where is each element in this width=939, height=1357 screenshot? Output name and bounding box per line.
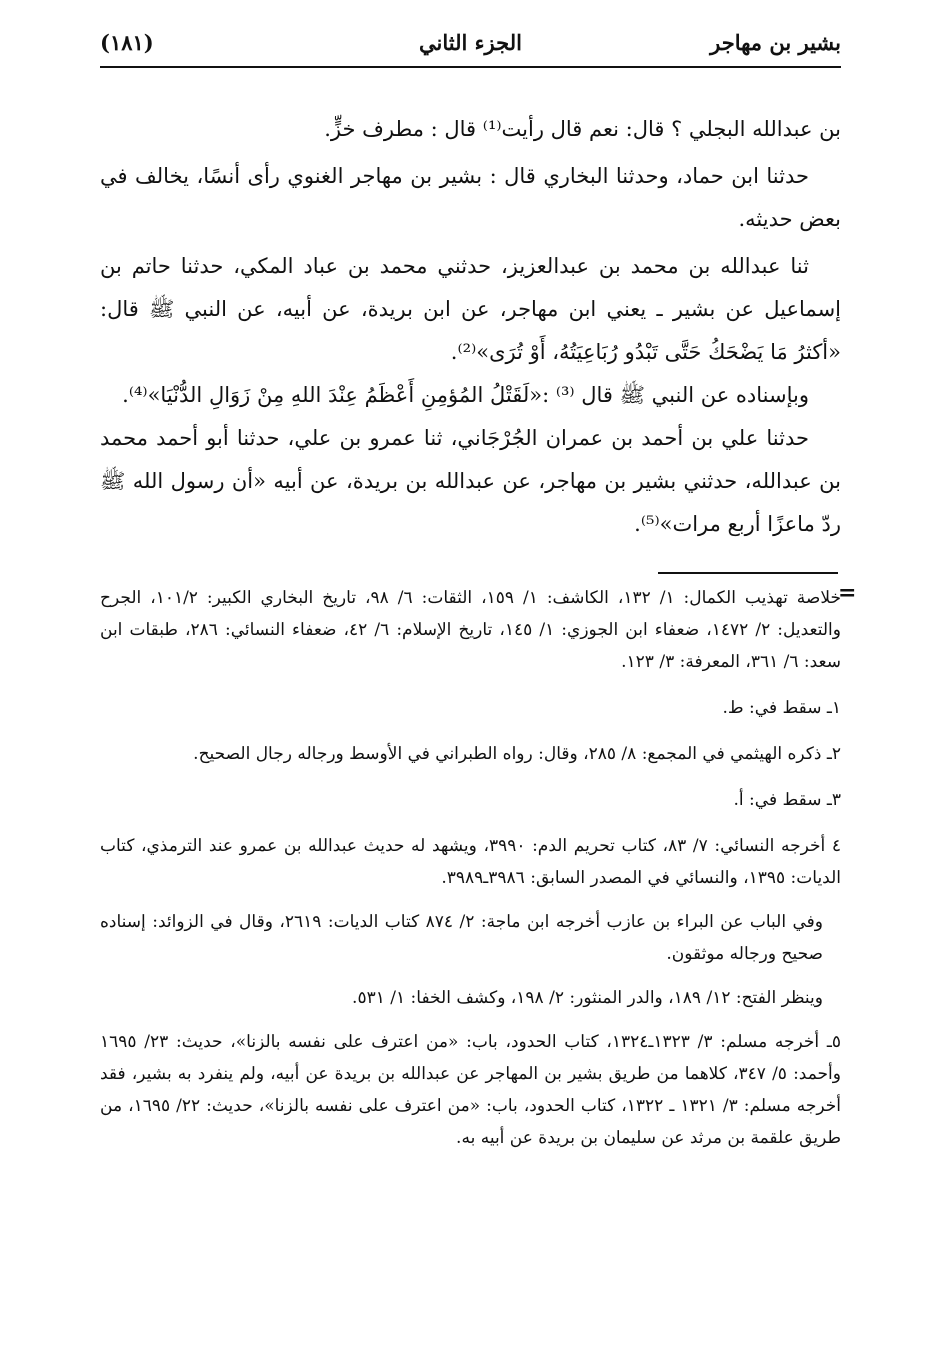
paragraph: حدثنا ابن حماد، وحدثنا البخاري قال : بشير بن مهاجر الغنوي رأى أنسًا، يخالف في بعض حديثه. bbox=[100, 164, 841, 231]
paragraph: وبإسناده عن النبي ﷺ قال ⁽³⁾ :«لَقَتْلُ المُؤمِنِ أَعْظَمُ عِنْدَ اللهِ مِنْ زَوَالِ الدُّنْيَا»⁽⁴⁾. bbox=[122, 383, 809, 407]
footnote: وينظر الفتح: ١٢/ ١٨٩، والدر المنثور: ٢/ ١٩٨، وكشف الخفا: ١/ ٥٣١. bbox=[352, 988, 823, 1008]
paragraph: حدثنا علي بن أحمد بن عمران الجُرْجَاني، ثنا عمرو بن علي، حدثنا أبو أحمد محمد بن عبدالله، حدثني بشير بن مهاجر، عن عبدالله بن بريدة، عن أبيه «أن رسول الله ﷺ ردّ ماعزًا أربع مرات»⁽⁵⁾. bbox=[100, 426, 842, 536]
paragraph: ثنا عبدالله بن محمد بن عبدالعزيز، حدثني محمد بن عباد المكي، حدثنا حاتم بن إسماعيل عن بشير ـ يعني ابن مهاجر، عن ابن بريدة، عن أبيه، عن النبي ﷺ قال: «أكثرُ مَا يَضْحَكُ حَتَّى تَبْدُو رُبَاعِيَتُهُ، أَوْ تُرَى»⁽²⁾. bbox=[100, 254, 841, 364]
footnote: ٤ أخرجه النسائي: ٧/ ٨٣، كتاب تحريم الدم: ٣٩٩٠، ويشهد له حديث عبدالله بن عمرو عند الترمذي، كتاب الديات: ١٣٩٥، والنسائي في المصدر السابق: ٣٩٨٦ـ٣٩٨٩. bbox=[100, 836, 842, 888]
footnote-divider bbox=[658, 572, 838, 574]
footnote: ٣ـ سقط في: أ. bbox=[733, 790, 841, 810]
footnote: ١ـ سقط في: ط. bbox=[722, 698, 841, 718]
footnote: ٢ـ ذكره الهيثمي في المجمع: ٨/ ٢٨٥، وقال: رواه الطبراني في الأوسط ورجاله رجال الصحيح. bbox=[193, 744, 841, 764]
footnote: ٥ـ أخرجه مسلم: ٣/ ١٣٢٣ـ١٣٢٤، كتاب الحدود، باب: «من اعترف على نفسه بالزنا»، حديث: ٢٣/ ١٦٩٥ وأحمد: ٥/ ٣٤٧، كلاهما من طريق بشير بن المهاجر عن عبدالله بن بريدة عن أبيه، ولم ينفرد به بشير، فقد أخرجه مسلم: ٣/ ١٣٢١ ـ ١٣٢٢، كتاب الحدود، باب: «من اعترف على نفسه بالزنا»، حديث: ٢٢/ ١٦٩٥، من طريق علقمة بن مرثد عن سليمان بن بريدة عن أبيه به. bbox=[100, 1032, 841, 1148]
footnotes bbox=[100, 582, 841, 1154]
paragraph: بن عبدالله البجلي ؟ قال: نعم قال رأيت⁽¹⁾ قال : مطرف خزٍّ. bbox=[324, 117, 841, 141]
page-number: (١٨١) bbox=[100, 30, 154, 55]
main-text bbox=[100, 108, 841, 546]
running-title: بشير بن مهاجر bbox=[710, 30, 841, 55]
footnote: وفي الباب عن البراء بن عازب أخرجه ابن ماجة: ٢/ ٨٧٤ كتاب الديات: ٢٦١٩، وقال في الزوائد: إسناده صحيح ورجاله موثقون. bbox=[100, 912, 824, 964]
continuation-marker: = bbox=[838, 580, 857, 606]
header-divider bbox=[100, 66, 841, 68]
footnote: خلاصة تهذيب الكمال: ١/ ١٣٢، الكاشف: ١/ ١٥٩، الثقات: ٦/ ٩٨، تاريخ البخاري الكبير: ١٠١/٢، الجرح والتعديل: ٢/ ١٤٧٢، ضعفاء ابن الجوزي: ١/ ١٤٥، تاريخ الإسلام: ٦/ ٤٢، ضعفاء النسائي: ٢٨٦، طبقات ابن سعد: ٦/ ٣٦١، المعرفة: ٣/ ١٢٣. bbox=[100, 588, 841, 672]
page-header bbox=[100, 30, 841, 64]
volume-title: الجزء الثاني bbox=[419, 30, 522, 55]
